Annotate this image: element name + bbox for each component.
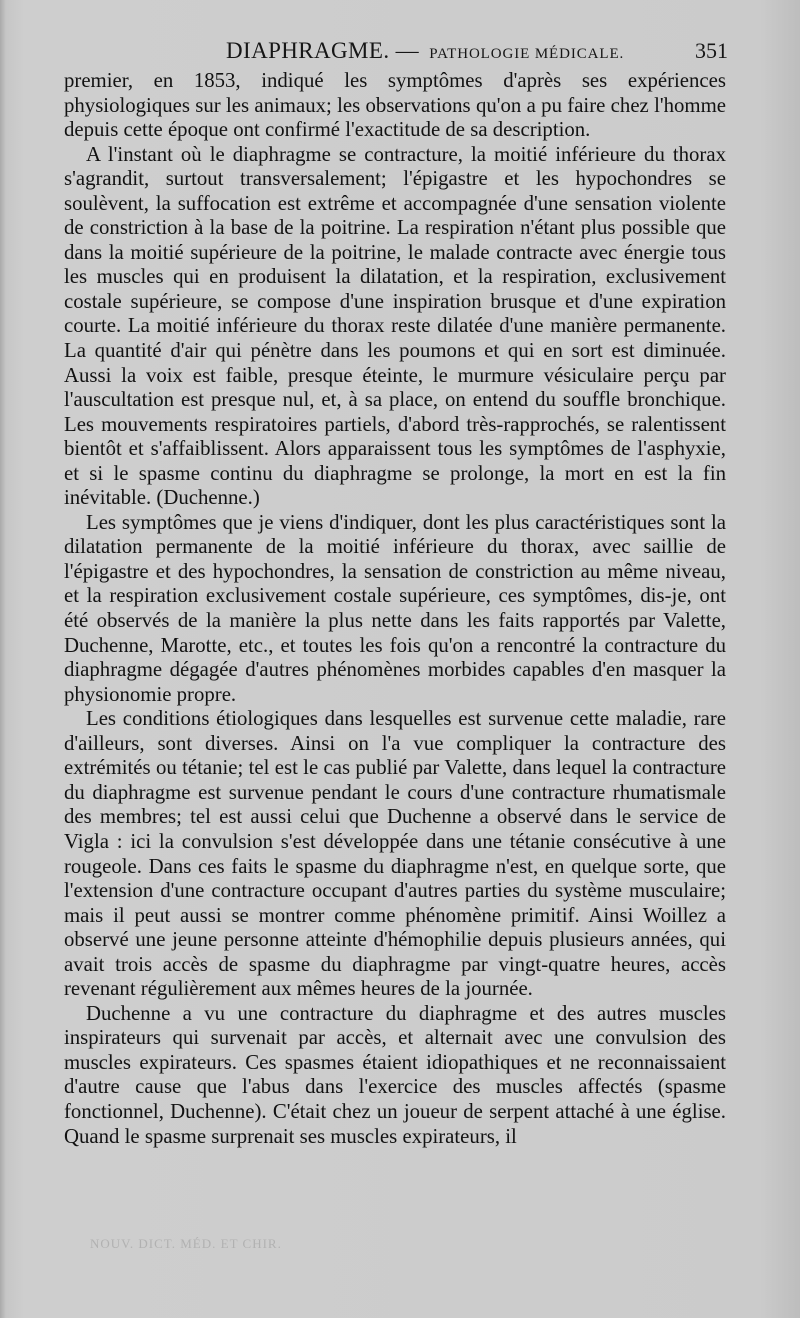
- paragraph-characteristics: Les symptômes que je viens d'indiquer, dont les plus caractéristiques sont la dilatation permanente de la moitié inférieure du thorax, avec saillie de l'épigastre et des hypochondres, la sensation de constriction au même niveau, et la respiration exclusivement costale supérieure, ces symptômes, dis-je, ont été observés de la manière la plus nette dans les faits rapportés par Valette, Duchenne, Marotte, etc., et toutes les fois qu'on a rencontré la contracture du diaphragme dégagée d'autres phénomènes morbides capables d'en masquer la physionomie propre.: [64, 510, 726, 706]
- paragraph-continuation: premier, en 1853, indiqué les symptômes d'après ses expériences physiologiques sur les animaux; les observations qu'on a pu faire chez l'homme depuis cette époque ont confirmé l'exactitude de sa description.: [64, 69, 726, 142]
- running-head-title-group: [226, 38, 624, 64]
- paragraph-symptoms: A l'instant où le diaphragme se contracture, la moitié inférieure du thorax s'agrandit, surtout transversalement; l'épigastre et les hypochondres se soulèvent, la suffocation est extrême et accompagnée d'une sensation violente de constriction à la base de la poitrine. La respiration n'étant plus possible que dans la moitié supérieure de la poitrine, le malade contracte avec énergie tous les muscles qui en produisent la dilatation, et la respiration, exclusivement costale supérieure, se compose d'une inspiration brusque et d'une expiration courte. La moitié inférieure du thorax reste dilatée d'une manière permanente. La quantité d'air qui pénètre dans les poumons et qui en sort est diminuée. Aussi la voix est faible, presque éteinte, le murmure vésiculaire perçu par l'auscultation est presque nul, et, à sa place, on entend du souffle bronchique. Les mouvements respiratoires partiels, d'abord très-rapprochés, se ralentissent bientôt et s'affaiblissent. Alors apparaissent tous les symptômes de l'asphyxie, et si le spasme continu du diaphragme se prolonge, la mort en est la fin inévitable. (Duchenne.): [64, 142, 726, 510]
- running-head-title: DIAPHRAGME.: [226, 38, 390, 63]
- running-head-separator: —: [395, 38, 420, 63]
- running-head-section: PATHOLOGIE MÉDICALE.: [429, 46, 625, 62]
- paragraph-etiology: Les conditions étiologiques dans lesquelles est survenue cette maladie, rare d'ailleurs, sont diverses. Ainsi on l'a vue compliquer la contracture des extrémités ou tétanie; tel est le cas publié par Valette, dans lequel la contracture du diaphragme est survenue pendant le cours d'une contracture rhumatismale des membres; tel est aussi celui que Duchenne a observé dans le service de Vigla : ici la convulsion s'est développée dans une tétanie consécutive à une rougeole. Dans ces faits le spasme du diaphragme n'est, en quelque sorte, que l'extension d'une contracture occupant d'autres parties du système musculaire; mais il peut aussi se montrer comme phénomène primitif. Ainsi Woillez a observé une jeune personne atteinte d'hémophilie depuis plusieurs années, qui avait trois accès de spasme du diaphragme par vingt-quatre heures, accès revenant régulièrement aux mêmes heures de la journée.: [64, 707, 726, 1001]
- running-head: [64, 38, 728, 68]
- paragraph-duchenne-case: Duchenne a vu une contracture du diaphragme et des autres muscles inspirateurs qui survenait par accès, et alternait avec une convulsion des muscles expirateurs. Ces spasmes étaient idiopathiques et ne reconnaissaient d'autre cause que l'abus dans l'exercice des muscles affectés (spasme fonctionnel, Duchenne). C'était chez un joueur de serpent attaché à une église. Quand le spasme surprenait ses muscles expirateurs, il: [64, 1001, 726, 1148]
- body-text: [64, 69, 726, 1149]
- bleed-through-footer: NOUV. DICT. MÉD. ET CHIR.: [90, 1236, 282, 1251]
- page-number: 351: [695, 38, 728, 63]
